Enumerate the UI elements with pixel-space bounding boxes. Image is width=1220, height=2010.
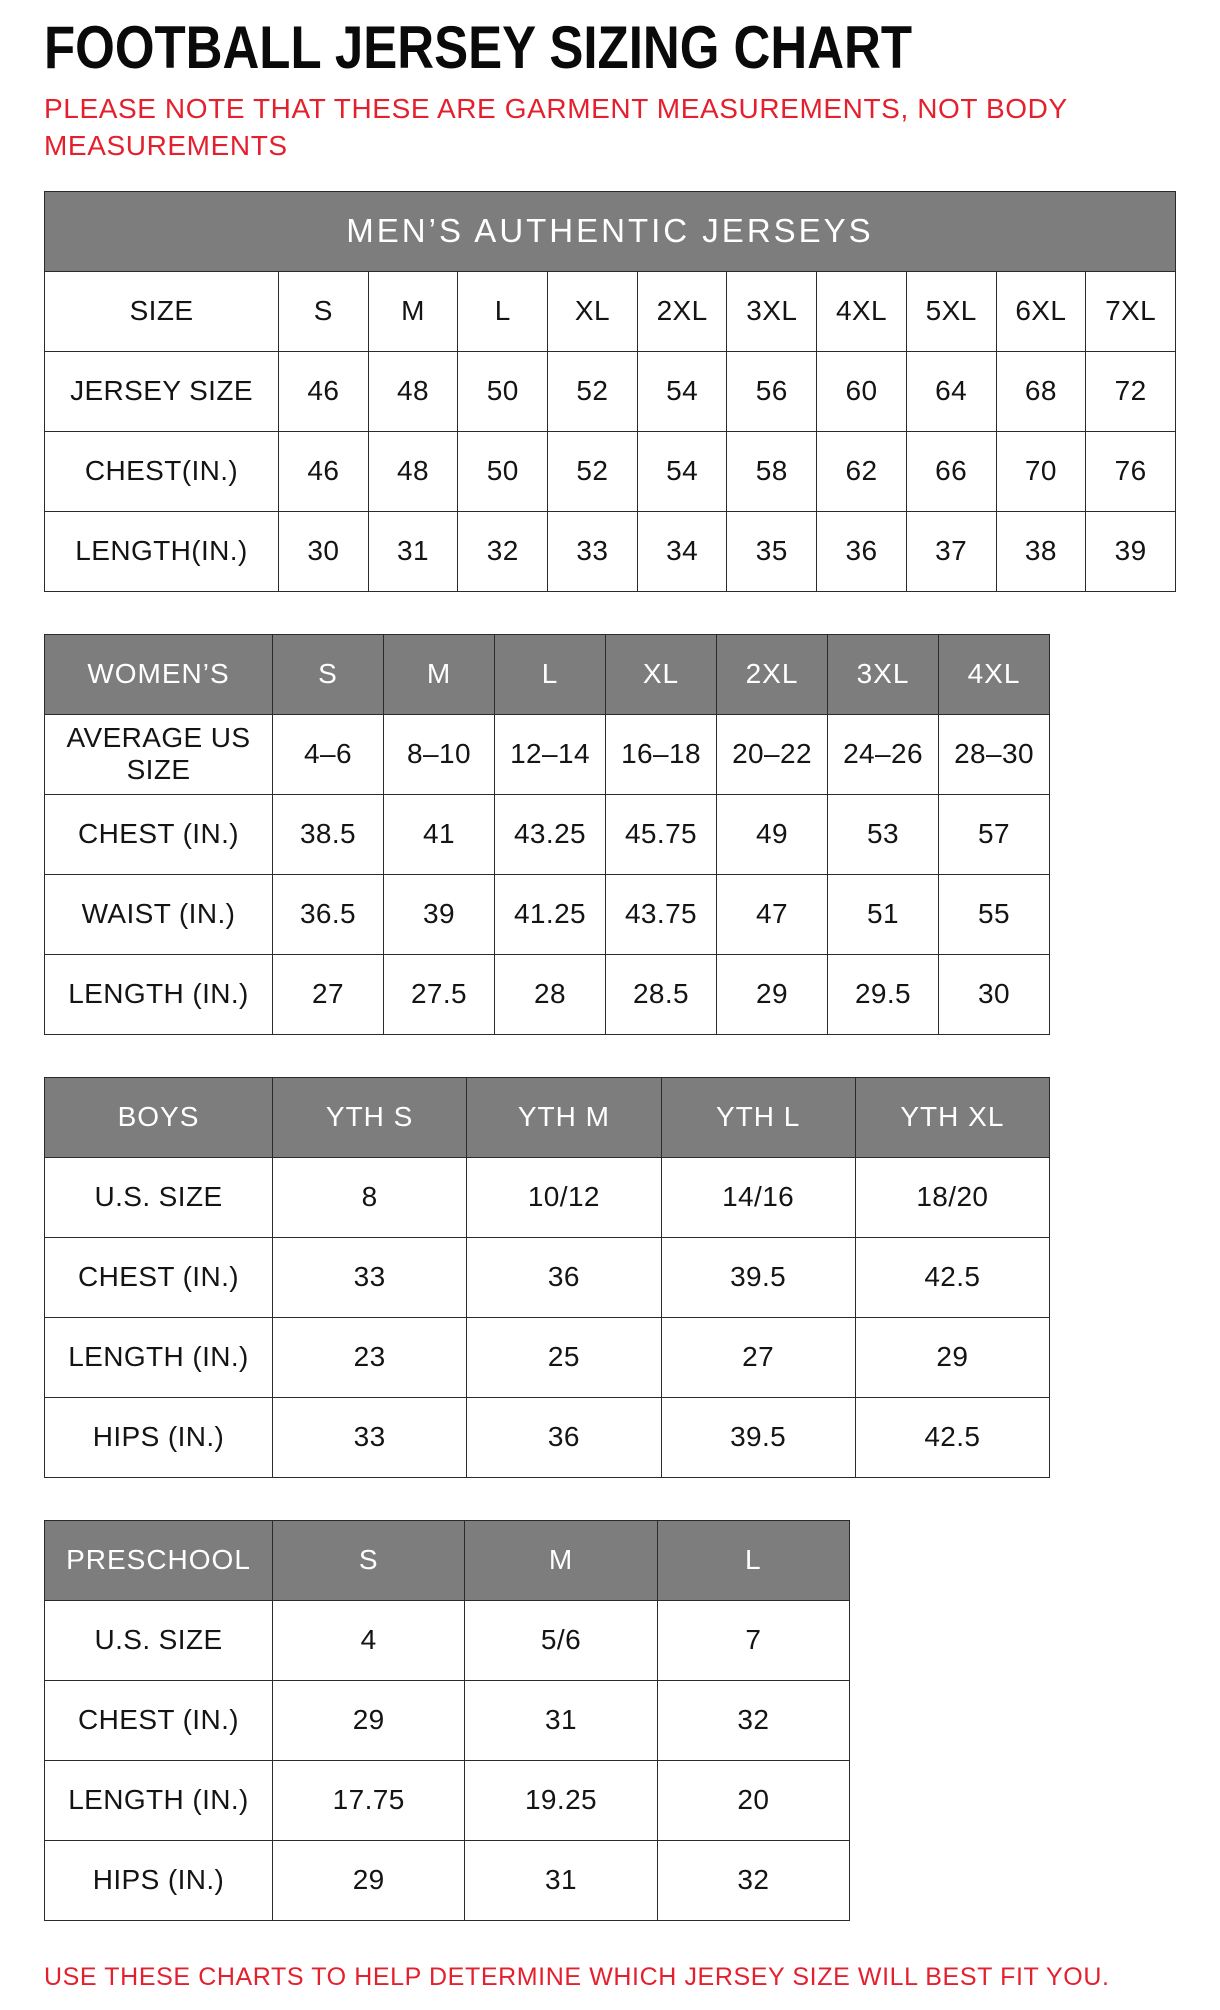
cell-value: 4 [273,1600,465,1680]
cell-value: 30 [939,954,1050,1034]
cell-value: 43.25 [495,794,606,874]
cell-value: 32 [458,511,548,591]
cell-value: 36 [467,1237,661,1317]
cell-value: 16–18 [606,714,717,794]
row-label: LENGTH (IN.) [45,1317,273,1397]
table-name-header: PRESCHOOL [45,1520,273,1600]
preschool-table [44,1520,850,1921]
row-label: CHEST (IN.) [45,1237,273,1317]
size-column-header: YTH S [273,1077,467,1157]
cell-value: 5/6 [465,1600,657,1680]
cell-value: 29 [717,954,828,1034]
cell-value: 53 [828,794,939,874]
cell-value: 36 [467,1397,661,1477]
cell-value: S [279,271,369,351]
cell-value: 66 [906,431,996,511]
table-header-row [45,634,1050,714]
table-row [45,794,1050,874]
row-label: JERSEY SIZE [45,351,279,431]
table-title-row [45,191,1176,271]
cell-value: 42.5 [855,1397,1049,1477]
cell-value: 17.75 [273,1760,465,1840]
cell-value: 29.5 [828,954,939,1034]
cell-value: 33 [273,1237,467,1317]
cell-value: 24–26 [828,714,939,794]
row-label: CHEST(IN.) [45,431,279,511]
row-label: HIPS (IN.) [45,1840,273,1920]
cell-value: 36.5 [273,874,384,954]
table-row [45,1840,850,1920]
table-row [45,1600,850,1680]
cell-value: 49 [717,794,828,874]
table-row [45,511,1176,591]
cell-value: 29 [855,1317,1049,1397]
cell-value: 20–22 [717,714,828,794]
table-row [45,1317,1050,1397]
cell-value: 57 [939,794,1050,874]
cell-value: 62 [817,431,907,511]
cell-value: 31 [465,1840,657,1920]
cell-value: 43.75 [606,874,717,954]
cell-value: 27 [661,1317,855,1397]
cell-value: M [368,271,458,351]
mens-authentic-jerseys-table [44,191,1176,592]
table-name-header: BOYS [45,1077,273,1157]
cell-value: 2XL [637,271,727,351]
cell-value: 7 [657,1600,849,1680]
size-column-header: 4XL [939,634,1050,714]
cell-value: 12–14 [495,714,606,794]
size-column-header: XL [606,634,717,714]
row-label: AVERAGE US SIZE [45,714,273,794]
cell-value: 23 [273,1317,467,1397]
cell-value: XL [548,271,638,351]
cell-value: 30 [279,511,369,591]
cell-value: 33 [548,511,638,591]
cell-value: 31 [368,511,458,591]
size-column-header: S [273,634,384,714]
table-row [45,954,1050,1034]
size-column-header: YTH L [661,1077,855,1157]
cell-value: 7XL [1086,271,1176,351]
footer-text: USE THESE CHARTS TO HELP DETERMINE WHICH JERSEY SIZE WILL BEST FIT YOU. [44,1962,1110,1991]
cell-value: 10/12 [467,1157,661,1237]
cell-value: 8 [273,1157,467,1237]
cell-value: 64 [906,351,996,431]
table-row [45,1680,850,1760]
cell-value: 55 [939,874,1050,954]
cell-value: 48 [368,431,458,511]
cell-value: 46 [279,351,369,431]
cell-value: 50 [458,431,548,511]
cell-value: 6XL [996,271,1086,351]
cell-value: 52 [548,431,638,511]
cell-value: 46 [279,431,369,511]
cell-value: 47 [717,874,828,954]
table-row [45,351,1176,431]
size-column-header: M [465,1520,657,1600]
cell-value: 42.5 [855,1237,1049,1317]
table-row [45,1397,1050,1477]
boys-table [44,1077,1050,1478]
size-column-header: M [384,634,495,714]
size-column-header: S [273,1520,465,1600]
cell-value: 54 [637,431,727,511]
cell-value: 39.5 [661,1237,855,1317]
table-row [45,714,1050,794]
cell-value: 41 [384,794,495,874]
cell-value: 52 [548,351,638,431]
cell-value: 38 [996,511,1086,591]
row-label: U.S. SIZE [45,1600,273,1680]
cell-value: 31 [465,1680,657,1760]
table-row [45,874,1050,954]
cell-value: 58 [727,431,817,511]
cell-value: 32 [657,1840,849,1920]
cell-value: 76 [1086,431,1176,511]
table-name-header: WOMEN’S [45,634,273,714]
size-column-header: L [495,634,606,714]
cell-value: 60 [817,351,907,431]
table-title: MEN’S AUTHENTIC JERSEYS [45,191,1176,271]
cell-value: 48 [368,351,458,431]
cell-value: 29 [273,1840,465,1920]
cell-value: 33 [273,1397,467,1477]
cell-value: 39.5 [661,1397,855,1477]
cell-value: 5XL [906,271,996,351]
cell-value: 8–10 [384,714,495,794]
cell-value: 19.25 [465,1760,657,1840]
cell-value: 14/16 [661,1157,855,1237]
size-column-header: 3XL [828,634,939,714]
row-label: SIZE [45,271,279,351]
cell-value: 51 [828,874,939,954]
cell-value: 29 [273,1680,465,1760]
row-label: U.S. SIZE [45,1157,273,1237]
cell-value: 41.25 [495,874,606,954]
row-label: HIPS (IN.) [45,1397,273,1477]
row-label: LENGTH (IN.) [45,1760,273,1840]
row-label: CHEST (IN.) [45,794,273,874]
row-label: LENGTH(IN.) [45,511,279,591]
table-row [45,1760,850,1840]
cell-value: 20 [657,1760,849,1840]
table-row [45,1237,1050,1317]
cell-value: 18/20 [855,1157,1049,1237]
size-column-header: YTH M [467,1077,661,1157]
cell-value: 4XL [817,271,907,351]
cell-value: 39 [384,874,495,954]
cell-value: 38.5 [273,794,384,874]
cell-value: 54 [637,351,727,431]
cell-value: 28 [495,954,606,1034]
womens-table [44,634,1050,1035]
cell-value: 70 [996,431,1086,511]
cell-value: 28.5 [606,954,717,1034]
cell-value: 72 [1086,351,1176,431]
cell-value: 3XL [727,271,817,351]
cell-value: 37 [906,511,996,591]
cell-value: L [458,271,548,351]
table-row [45,1157,1050,1237]
cell-value: 4–6 [273,714,384,794]
row-label: LENGTH (IN.) [45,954,273,1034]
cell-value: 25 [467,1317,661,1397]
cell-value: 39 [1086,511,1176,591]
cell-value: 36 [817,511,907,591]
cell-value: 68 [996,351,1086,431]
cell-value: 56 [727,351,817,431]
size-column-header: 2XL [717,634,828,714]
cell-value: 50 [458,351,548,431]
garment-measurements-note: PLEASE NOTE THAT THESE ARE GARMENT MEASUREMENTS, NOT BODY MEASUREMENTS [44,93,1068,161]
page-title: FOOTBALL JERSEY SIZING CHART [44,14,913,81]
row-label: CHEST (IN.) [45,1680,273,1760]
cell-value: 35 [727,511,817,591]
row-label: WAIST (IN.) [45,874,273,954]
table-row [45,271,1176,351]
cell-value: 45.75 [606,794,717,874]
cell-value: 27.5 [384,954,495,1034]
cell-value: 32 [657,1680,849,1760]
cell-value: 27 [273,954,384,1034]
size-column-header: YTH XL [855,1077,1049,1157]
table-header-row [45,1520,850,1600]
table-header-row [45,1077,1050,1157]
size-column-header: L [657,1520,849,1600]
table-row [45,431,1176,511]
cell-value: 28–30 [939,714,1050,794]
cell-value: 34 [637,511,727,591]
